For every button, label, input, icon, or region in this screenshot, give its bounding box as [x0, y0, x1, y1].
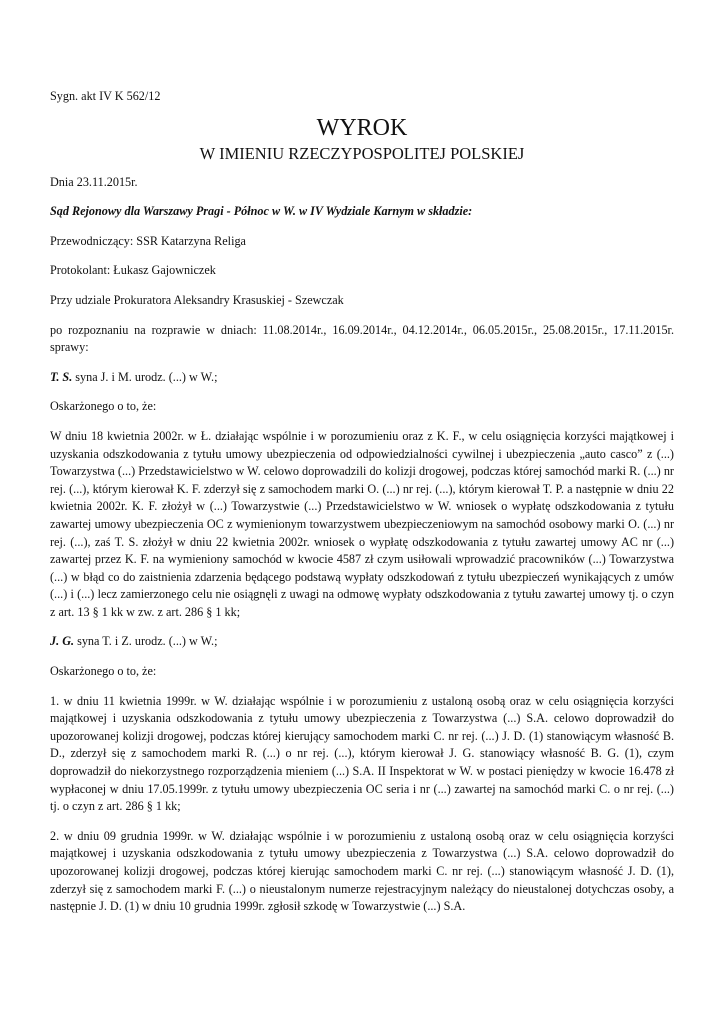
defendant-2-details: syna T. i Z. urodz. (...) w W.; — [74, 634, 218, 649]
court-recorder: Protokolant: Łukasz Gajowniczek — [50, 263, 216, 278]
judgment-date: Dnia 23.11.2015r. — [50, 174, 138, 189]
prosecutor: Przy udziale Prokuratora Aleksandry Krasuskiej - Szewczak — [50, 292, 344, 307]
court-name: Sąd Rejonowy dla Warszawy Pragi - Północ w W. w IV Wydziale Karnym w składzie: — [50, 204, 473, 219]
case-number: Sygn. akt IV K 562/12 — [50, 89, 161, 103]
defendant-2-name: J. G. — [50, 634, 75, 649]
hearing-dates: po rozpoznaniu na rozprawie w dniach: 11.08.2014r., 16.09.2014r., 04.12.2014r., 06.05.2015r., 25.08.2015r., 17.11.2015r. sprawy: — [50, 322, 674, 355]
judgment-document — [50, 88, 674, 928]
accused-intro-1: Oskarżonego o to, że: — [50, 399, 157, 414]
document-title: WYROK — [316, 114, 408, 141]
charge-defendant-1: W dniu 18 kwietnia 2002r. w Ł. działając wspólnie i w porozumieniu oraz z K. F., w celu osiągnięcia korzyści majątkowej i uzyskania odszkodowania z tytułu umowy ubezpieczenia od odpowiedzialności cywilnej i ubezpieczenia „auto casco” z (...) Towarzystwa (...) Przedstawicielstwo w W. celowo doprowadzili do kolizji drogowej, podczas której samochód marki R. (...) nr rej. (...), którym kierował K. F. zderzył się z samochodem marki O. (...) nr rej. (...), którym kierował T. P. a następnie w dniu 22 kwietnia 2002r. K. F. złożył w (...) Towarzystwie (...) Przedstawicielstwo w W. wniosek o wypłatę odszkodowania z tytułu zawartej umowy ubezpieczenia OC z wymienionym towarzystwem ubezpieczeniowym na samochód osobowy marki O. (...) nr rej. (...), zaś T. S. złożył w dniu 22 kwietnia 2002r. wniosek o wypłatę odszkodowania z tytułu zawartej umowy AC nr (...) zawartej przez K. F. na wymieniony samochód w kwocie 4587 zł czym usiłowali wprowadzić pracowników (...) Towarzystwa (...) w błąd co do zaistnienia zdarzenia będącego podstawą wypłaty odszkodowań z tytułu ubezpieczeń wynikających z umów (...) i (...) lecz zamierzonego celu nie osiągnęli z uwagi na odmowę wypłaty odszkodowania z tytułu zawartej umowy tj. o czyn z art. 13 § 1 kk w zw. z art. 286 § 1 kk; — [50, 428, 674, 619]
defendant-1-details: syna J. i M. urodz. (...) w W.; — [72, 369, 218, 384]
charge-defendant-2-item-1: 1. w dniu 11 kwietnia 1999r. w W. działając wspólnie i w porozumieniu z ustaloną osobą oraz w celu osiągnięcia korzyści majątkowej i uzyskania odszkodowania z tytułu umowy ubezpieczenia z Towarzystwa (...) S.A. celowo doprowadził do upozorowanej kolizji drogowej, podczas której kierujący samochodem marki C. nr rej. (...) J. D. (1) stanowiącym własność B. D., zderzył się z samochodem marki R. (...) o nr rej. (...), którym kierował J. G. stanowiący własność B. G. (1), czym doprowadził do niekorzystnego rozporządzenia mieniem (...) S.A. II Inspektorat w W. w postaci pieniędzy w kwocie 16.478 zł wypłaconej w dniu 17.05.1999r. z tytułu umowy ubezpieczenia OC seria i nr (...) zawartej na samochód marki C. o nr rej. (...) tj. o czyn z art. 286 § 1 kk; — [50, 693, 674, 814]
defendant-2 — [50, 633, 674, 651]
charge-defendant-2-item-2: 2. w dniu 09 grudnia 1999r. w W. działając wspólnie i w porozumieniu z ustaloną osobą oraz w celu osiągnięcia korzyści majątkowej i uzyskania odszkodowania z tytułu umowy ubezpieczenia z Towarzystwa (...) S.A. celowo doprowadził do upozorowanej kolizji drogowej, podczas której kierując samochodem marki C. nr rej. (...) stanowiącym własność J. D. (1), zderzył się z samochodem marki F. (...) o nieustalonym numerze rejestracyjnym należący do nieustalonej dotychczas osoby, a następnie J. D. (1) w dniu 10 grudnia 1999r. zgłosił szkodę w Towarzystwie (...) S.A. — [50, 828, 674, 914]
accused-intro-2: Oskarżonego o to, że: — [50, 664, 157, 679]
defendant-1-name: T. S. — [50, 369, 73, 384]
document-subtitle: W IMIENIU RZECZYPOSPOLITEJ POLSKIEJ — [199, 143, 525, 163]
presiding-judge: Przewodniczący: SSR Katarzyna Religa — [50, 233, 246, 248]
defendant-1 — [50, 369, 674, 387]
